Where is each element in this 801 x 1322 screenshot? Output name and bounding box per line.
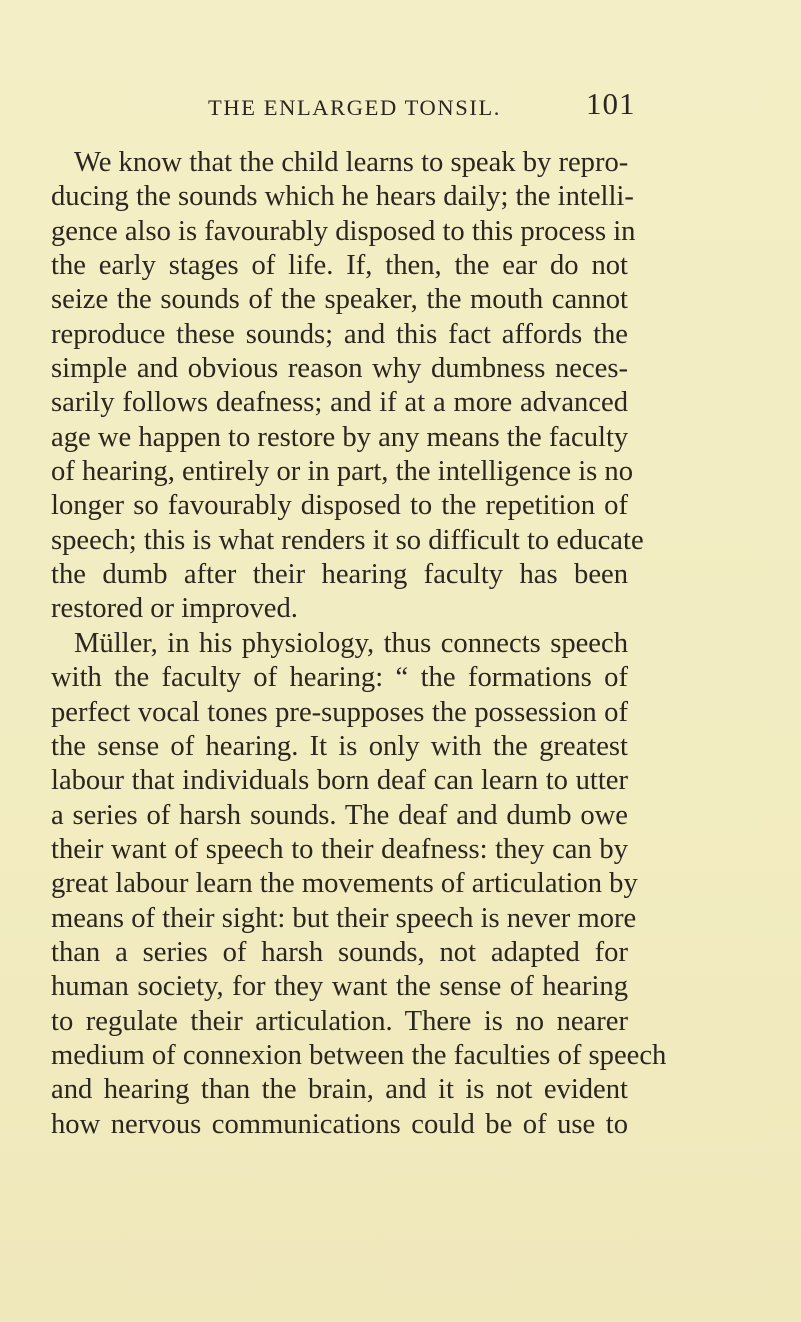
text-line: to regulate their articulation. There is no nearer — [51, 1005, 628, 1037]
text-line: human society, for they want the sense of hearing — [51, 971, 628, 1003]
text-line: than a series of harsh sounds, not adapted for — [51, 936, 628, 968]
text-line: restored or improved. — [51, 593, 298, 625]
body-text — [51, 146, 667, 1142]
text-line: Müller, in his physiology, thus connects speech — [74, 627, 628, 659]
text-line: labour that individuals born deaf can learn to utter — [51, 765, 628, 797]
text-line: gence also is favourably disposed to this process in — [51, 215, 636, 247]
text-line: means of their sight: but their speech is never more — [51, 902, 637, 934]
text-line: speech; this is what renders it so difficult to educate — [51, 524, 644, 556]
text-line: longer so favourably disposed to the repetition of — [51, 490, 628, 522]
text-line: with the faculty of hearing: “ the formations of — [51, 662, 628, 694]
text-line: seize the sounds of the speaker, the mouth cannot — [51, 284, 628, 316]
text-line: We know that the child learns to speak by repro- — [74, 147, 629, 178]
running-head-title: THE ENLARGED TONSIL. — [208, 95, 502, 120]
text-line: simple and obvious reason why dumbness neces- — [51, 353, 628, 385]
running-head — [0, 88, 801, 128]
text-line: age we happen to restore by any means the faculty — [51, 421, 629, 453]
text-line: of hearing, entirely or in part, the intelligence is no — [51, 456, 634, 488]
text-line: the early stages of life. If, then, the ear do not — [51, 250, 628, 282]
text-line: sarily follows deafness; and if at a more advanced — [51, 387, 628, 419]
text-line: reproduce these sounds; and this fact affords the — [51, 318, 628, 350]
text-line: their want of speech to their deafness: they can by — [51, 833, 628, 865]
text-line: the dumb after their hearing faculty has been — [51, 559, 628, 591]
page-number: 101 — [586, 86, 636, 121]
text-line: the sense of hearing. It is only with the greatest — [51, 730, 628, 762]
text-line: how nervous communications could be of use to — [51, 1108, 628, 1140]
text-line: medium of connexion between the faculties of speech — [51, 1039, 667, 1071]
text-line: perfect vocal tones pre-supposes the possession of — [51, 696, 628, 728]
text-line: and hearing than the brain, and it is not evident — [51, 1074, 628, 1106]
text-line: great labour learn the movements of articulation by — [51, 868, 638, 900]
text-line: ducing the sounds which he hears daily; the intelli- — [51, 181, 634, 213]
text-line: a series of harsh sounds. The deaf and dumb owe — [51, 799, 628, 831]
